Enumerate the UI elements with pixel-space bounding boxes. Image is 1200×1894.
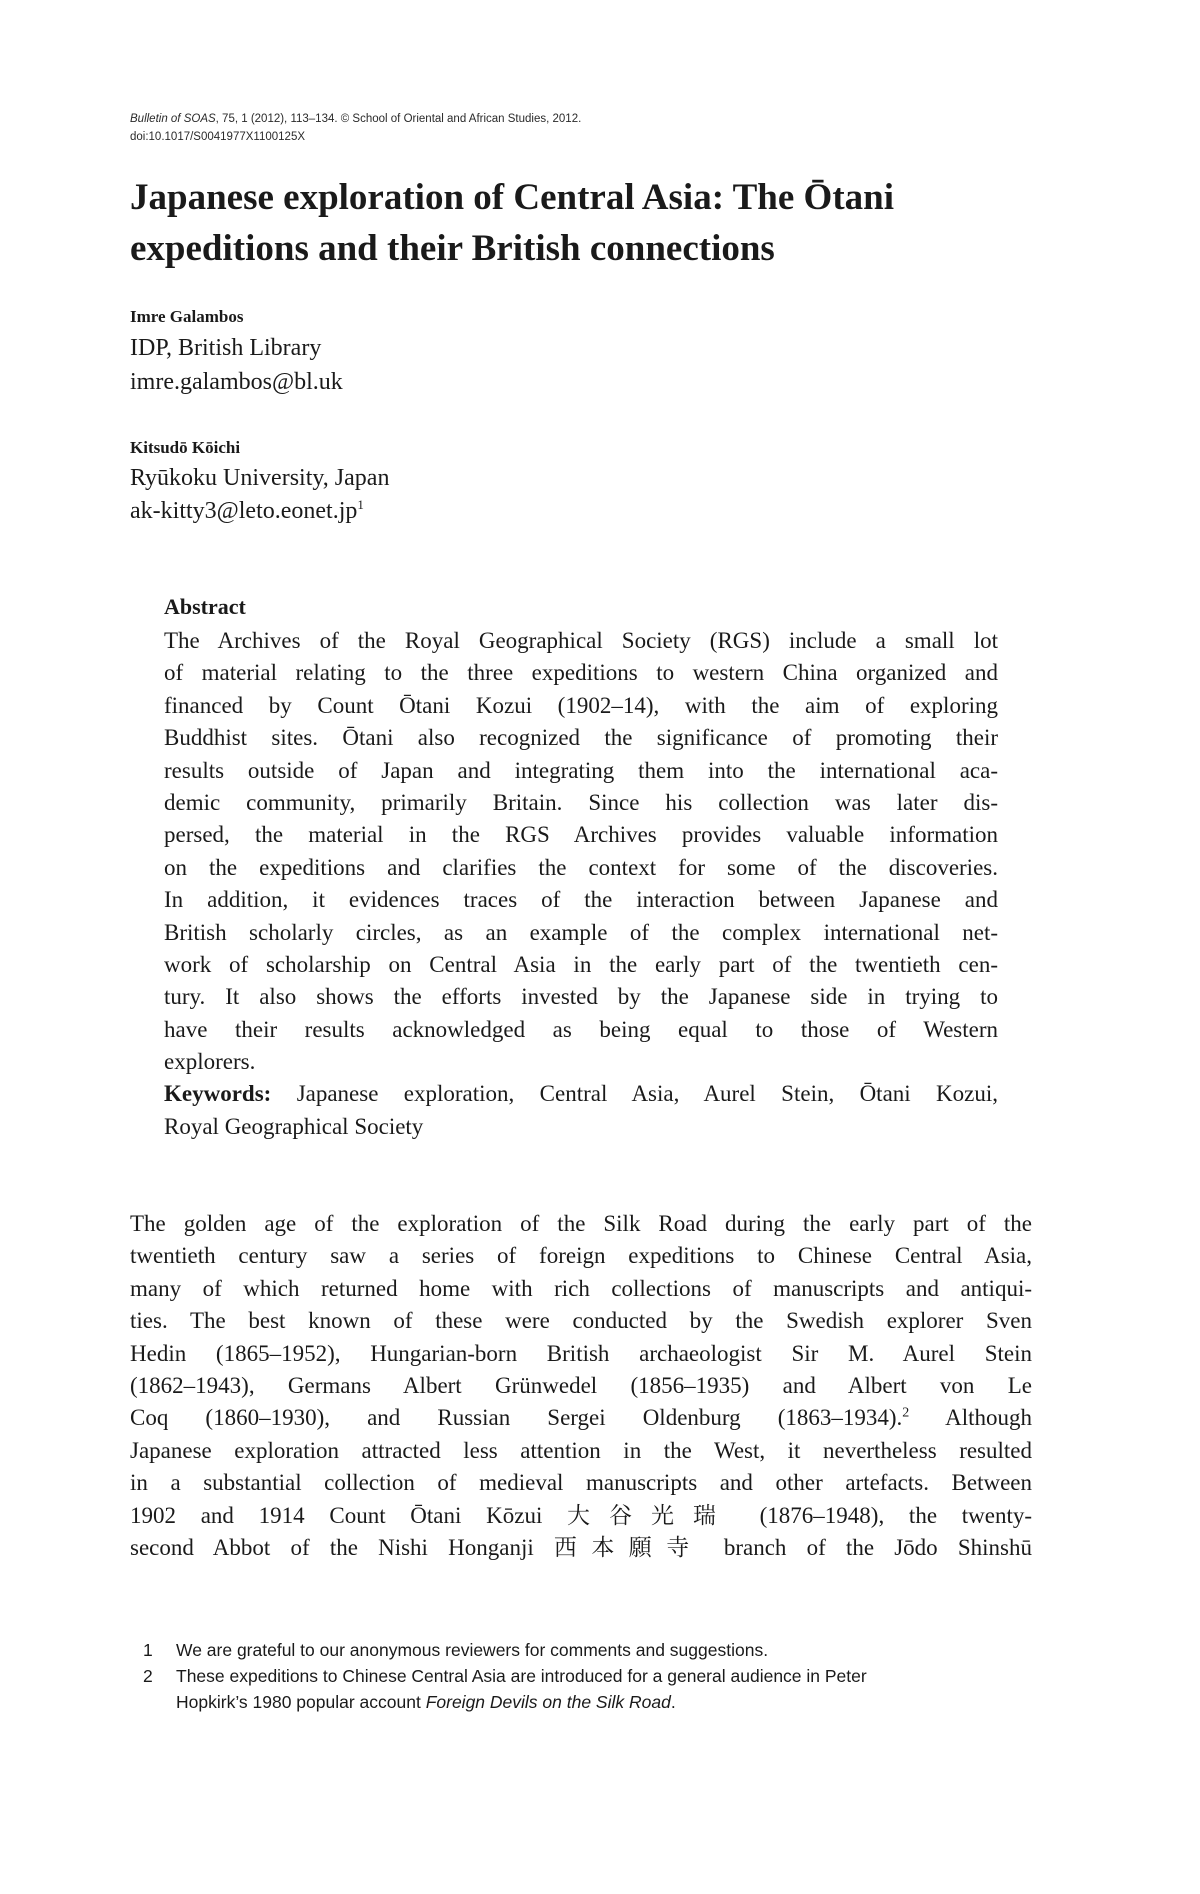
body-line: many of which returned home with rich collections of manuscripts and antiqui- bbox=[130, 1275, 1032, 1301]
footnote-marker-1: 1 bbox=[357, 497, 364, 512]
abstract-line: Buddhist sites. Ōtani also recognized the significance of promoting their bbox=[164, 725, 998, 751]
footnote-number: 1 bbox=[143, 1640, 153, 1660]
abstract-line: financed by Count Ōtani Kozui (1902–14), with the aim of exploring bbox=[164, 692, 998, 718]
body-paragraph bbox=[130, 1208, 1032, 1564]
footnote-marker-2: 2 bbox=[902, 1405, 910, 1421]
keywords-label: Keywords: bbox=[164, 1081, 272, 1107]
abstract-line: of material relating to the three expeditions to western China organized and bbox=[164, 660, 998, 686]
author-2-name: Kitsudō Kōichi bbox=[130, 438, 241, 457]
abstract-line: persed, the material in the RGS Archives provides valuable information bbox=[164, 822, 998, 848]
keywords-line bbox=[164, 1078, 998, 1110]
abstract-line: The Archives of the Royal Geographical Society (RGS) include a small lot bbox=[164, 628, 998, 653]
body-line: Japanese exploration attracted less attention in the West, it nevertheless resulted bbox=[130, 1437, 1032, 1463]
footnote-text: We are grateful to our anonymous reviewers for comments and suggestions. bbox=[176, 1640, 769, 1660]
body-line: in a substantial collection of medieval manuscripts and other artefacts. Between bbox=[130, 1470, 1032, 1496]
paper-title-line-1: Japanese exploration of Central Asia: The Ōtani bbox=[130, 177, 894, 218]
abstract-heading: Abstract bbox=[164, 594, 246, 619]
author-1-name: Imre Galambos bbox=[130, 307, 244, 326]
journal-citation bbox=[130, 112, 1030, 126]
body-line: Hedin (1865–1952), Hungarian-born British archaeologist Sir M. Aurel Stein bbox=[130, 1340, 1032, 1366]
paper-title bbox=[130, 172, 1060, 274]
body-line: 1902 and 1914 Count Ōtani Kōzui 大谷光瑞 (1876–1948), the twenty- bbox=[130, 1502, 1032, 1528]
body-line: The golden age of the exploration of the Silk Road during the early part of the bbox=[130, 1211, 1032, 1236]
body-line: Coq (1860–1930), and Russian Sergei Oldenburg (1863–1934).$^2$ Although bbox=[130, 1405, 1032, 1431]
body-line: (1862–1943), Germans Albert Grünwedel (1856–1935) and Albert von Le bbox=[130, 1372, 1032, 1398]
body-line: twentieth century saw a series of foreign expeditions to Chinese Central Asia, bbox=[130, 1243, 1032, 1269]
abstract-line: on the expeditions and clarifies the context for some of the discoveries. bbox=[164, 854, 998, 880]
footnote-2: 2 These expeditions to Chinese Central Asia are introduced for a general audience in Peter Hopkirk’s 1980 popular account Foreign Devils on the Silk Road. bbox=[130, 1663, 1034, 1715]
footnote-1 bbox=[130, 1637, 1034, 1663]
cited-book-title: Foreign Devils on the Silk Road bbox=[425, 1692, 671, 1712]
author-2-affiliation: Ryūkoku University, Japan bbox=[130, 465, 390, 491]
author-1-email: imre.galambos@bl.uk bbox=[130, 369, 343, 395]
abstract-line: have their results acknowledged as being equal to those of Western bbox=[164, 1016, 998, 1042]
abstract-line: In addition, it evidences traces of the interaction between Japanese and bbox=[164, 887, 998, 913]
body-line: ties. The best known of these were conducted by the Swedish explorer Sven bbox=[130, 1308, 1032, 1334]
footnote-text: These expeditions to Chinese Central Asia are introduced for a general audience in Peter bbox=[176, 1666, 867, 1686]
abstract-line: tury. It also shows the efforts invested by the Japanese side in trying to bbox=[164, 984, 998, 1010]
abstract-line: demic community, primarily Britain. Since his collection was later dis- bbox=[164, 789, 998, 815]
abstract-line: explorers. bbox=[164, 1049, 256, 1075]
abstract-line: British scholarly circles, as an example of the complex international net- bbox=[164, 919, 998, 945]
author-2-email: ak-kitty3@leto.eonet.jp bbox=[130, 498, 358, 524]
author-1-affiliation: IDP, British Library bbox=[130, 335, 322, 361]
footnote-number: 2 bbox=[143, 1666, 153, 1686]
keywords-list: Japanese exploration, Central Asia, Aurel Stein, Ōtani Kozui, bbox=[271, 1081, 998, 1107]
doi-line: doi:10.1017/S0041977X1100125X bbox=[130, 131, 306, 143]
journal-name: Bulletin of SOAS bbox=[130, 113, 216, 125]
body-line: second Abbot of the Nishi Honganji 西本願寺 branch of the Jōdo Shinshū bbox=[130, 1534, 1032, 1560]
abstract-body bbox=[164, 625, 998, 1143]
abstract-line: work of scholarship on Central Asia in the early part of the twentieth cen- bbox=[164, 951, 998, 977]
keywords-continuation: Royal Geographical Society bbox=[164, 1113, 424, 1139]
footnotes bbox=[130, 1637, 1034, 1715]
journal-volume-info: , 75, 1 (2012), 113–134. © School of Oriental and African Studies, 2012. bbox=[215, 113, 582, 125]
paper-title-line-2: expeditions and their British connections bbox=[130, 228, 775, 269]
author-2-email-line bbox=[130, 497, 364, 525]
abstract-line: results outside of Japan and integrating them into the international aca- bbox=[164, 757, 998, 783]
